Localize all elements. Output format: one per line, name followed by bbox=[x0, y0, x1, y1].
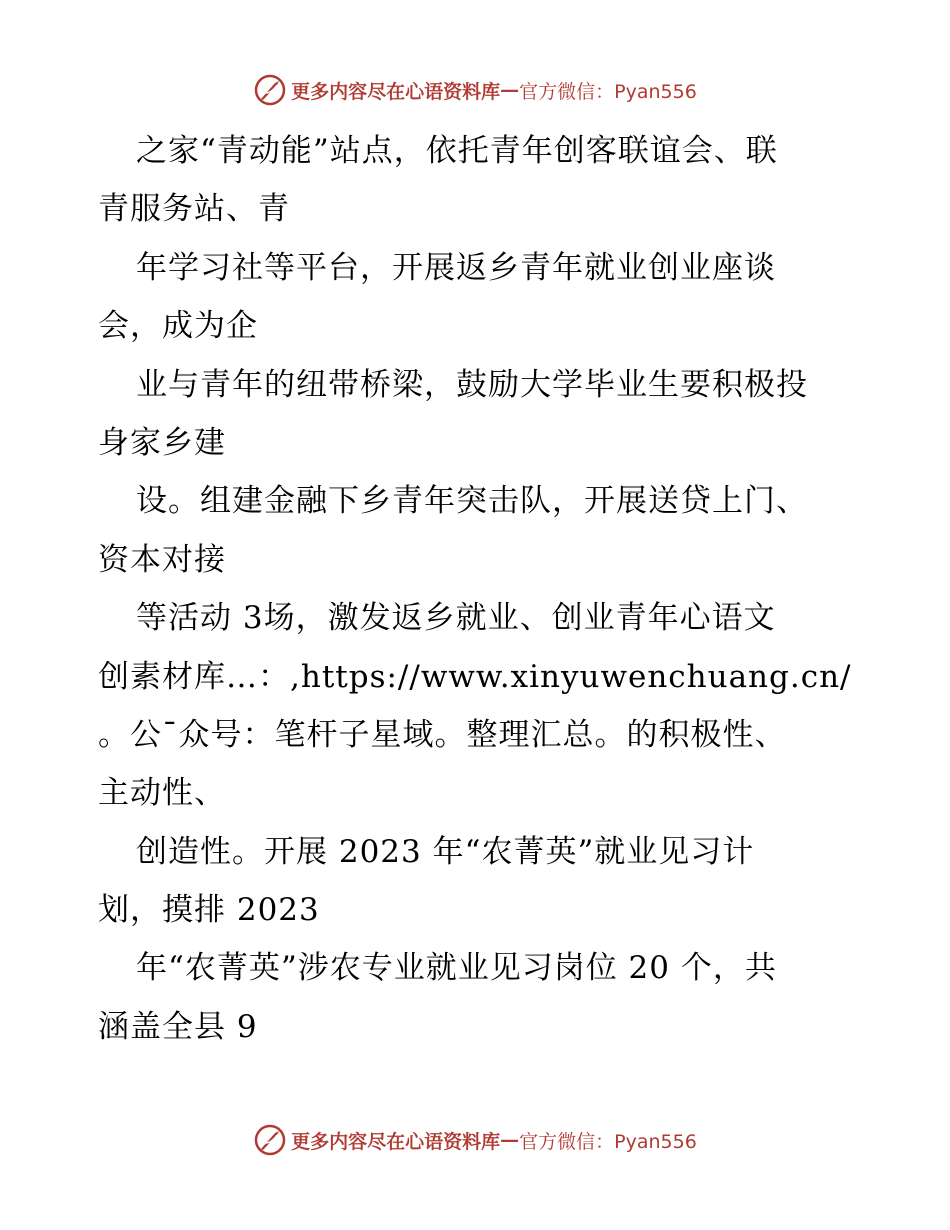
text-line-16: 涵盖全县 9 bbox=[98, 1008, 258, 1045]
header-separator: — bbox=[500, 79, 520, 101]
footer-brand-text: 更多内容尽在心语资料库 bbox=[291, 1130, 501, 1153]
text-line-14: 划，摸排 2023 bbox=[98, 892, 320, 929]
quill-pen-logo-icon bbox=[253, 73, 287, 107]
text-line-7: 设。组建金融下乡青年突击队，开展送贷上门、 bbox=[136, 483, 808, 520]
text-line-10: 创素材库…：,https://www.xinyuwenchuang.cn/ bbox=[98, 658, 852, 695]
text-line-4: 会，成为企 bbox=[98, 308, 258, 345]
text-line-12: 主动性、 bbox=[98, 775, 226, 812]
text-line-3: 年学习社等平台，开展返乡青年就业创业座谈 bbox=[136, 249, 776, 286]
header-brand-text: 更多内容尽在心语资料库 bbox=[291, 80, 501, 103]
text-line-13: 创造性。开展 2023 年“农菁英”就业见习计 bbox=[136, 833, 755, 870]
text-line-9: 等活动 3场，激发返乡就业、创业青年心语文 bbox=[136, 600, 776, 637]
header-contact-text: 官方微信：Pyan556 bbox=[519, 80, 697, 103]
footer-contact-text: 官方微信：Pyan556 bbox=[519, 1130, 697, 1153]
text-line-6: 身家乡建 bbox=[98, 424, 226, 461]
footer-separator: — bbox=[500, 1129, 520, 1151]
text-line-2: 青服务站、青 bbox=[98, 191, 290, 228]
text-line-11: 。公¯众号：笔杆子星域。整理汇总。的积极性、 bbox=[98, 716, 787, 753]
text-line-15: 年“农菁英”涉农专业就业见习岗位 20 个，共 bbox=[136, 950, 777, 987]
page-footer-watermark bbox=[0, 1120, 950, 1160]
document-body bbox=[98, 122, 878, 1056]
text-line-8: 资本对接 bbox=[98, 541, 226, 578]
page-header-watermark bbox=[0, 70, 950, 110]
text-line-5: 业与青年的纽带桥梁，鼓励大学毕业生要积极投 bbox=[136, 366, 808, 403]
text-line-1: 之家“青动能”站点，依托青年创客联谊会、联 bbox=[136, 133, 778, 169]
quill-pen-logo-icon bbox=[253, 1123, 287, 1157]
